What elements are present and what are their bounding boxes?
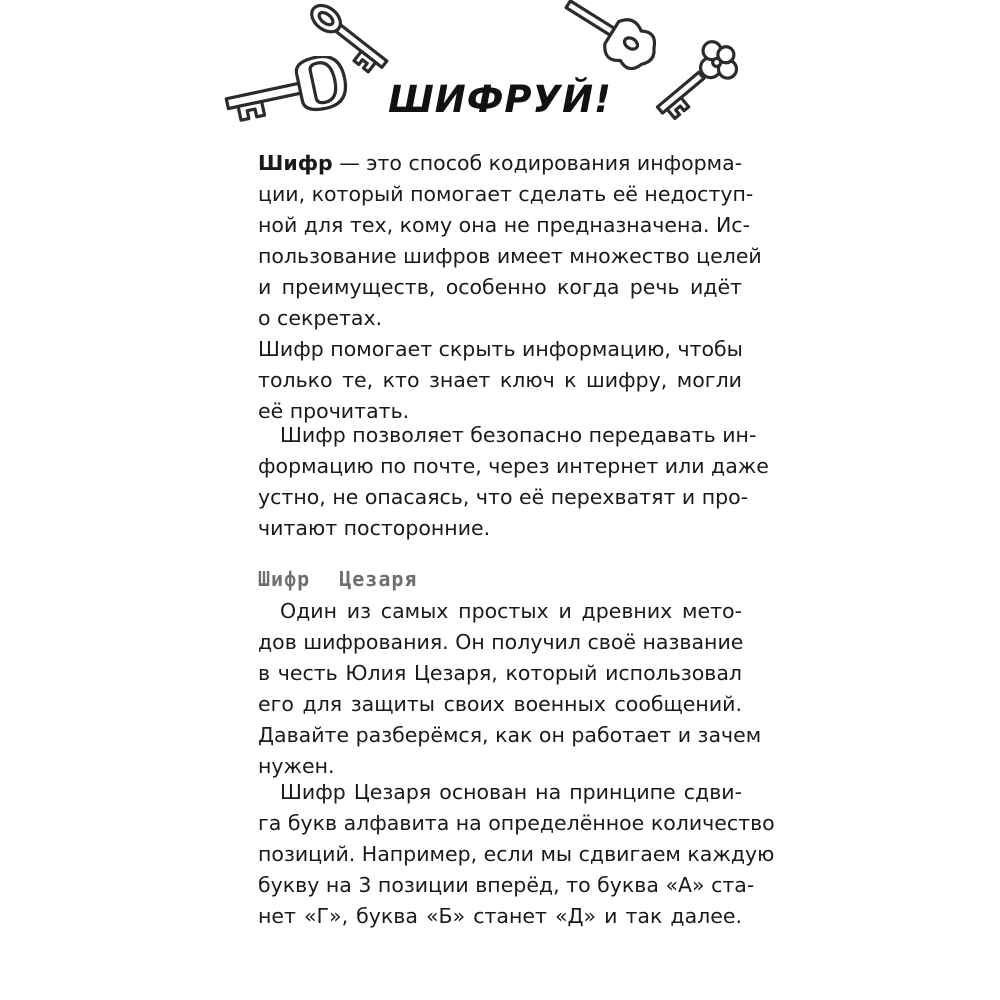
text-line: позиций. Например, если мы сдвигаем каждую [258,842,775,866]
text-line: дов шифрования. Он получил своё название [258,630,744,654]
paragraph-5 [258,777,775,932]
paragraph-3 [258,420,769,544]
text-line: Шифр — это способ кодирования информа- [258,151,743,175]
intro-block [258,148,762,427]
text-line: его для защиты своих военных сообщений. [258,692,742,716]
text-line: только те, кто знает ключ к шифру, могли [258,368,742,392]
text-line: Шифр помогает скрыть информацию, чтобы [258,337,743,361]
text-line: нужен. [258,754,335,778]
text-line: ции, который помогает сделать её недоступ- [258,182,754,206]
text-line: га букв алфавита на определённое количество [258,811,775,835]
text-line: о секретах. [258,306,383,330]
text-line: устно, не опасаясь, что её перехватят и про- [258,485,749,509]
text-line: и преимуществ, особенно когда речь идёт [258,275,742,299]
text-line: букву на 3 позиции вперёд, то буква «А» ста- [258,873,755,897]
text-line: ной для тех, кому она не предназначена. Ис- [258,213,750,237]
text-line: пользование шифров имеет множество целей [258,244,762,268]
text-line: Шифр позволяет безопасно передавать ин- [280,423,757,447]
text-line: нет «Г», буква «Б» станет «Д» и так далее. [258,904,742,928]
text-line: в честь Юлия Цезаря, который использовал [258,661,742,685]
section-subheading: Шифр Цезаря [258,567,418,591]
text-line: формацию по почте, через интернет или даже [258,454,769,478]
text-line: Давайте разберёмся, как он работает и зачем [258,723,762,747]
term-bold: Шифр [258,151,333,175]
text-line: Один из самых простых и древних мето- [280,599,742,623]
page-title: ШИФРУЙ! [388,78,612,121]
paragraph-4 [258,596,762,782]
text-line: Шифр Цезаря основан на принципе сдви- [280,780,742,804]
text-line: её прочитать. [258,399,410,423]
text-line: читают посторонние. [258,516,491,540]
